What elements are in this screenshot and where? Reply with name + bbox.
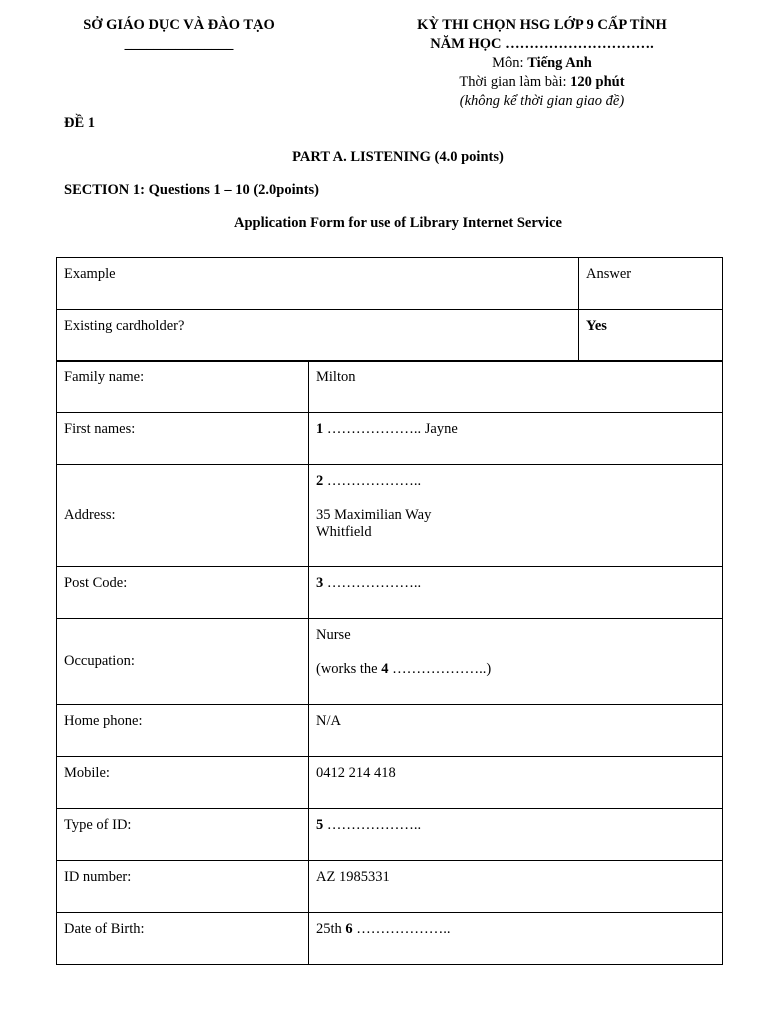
table-row	[57, 465, 723, 567]
question-number: 5	[316, 817, 324, 833]
time-value: 120 phút	[570, 74, 625, 90]
field-value	[309, 619, 723, 705]
question-number: 2	[316, 473, 324, 489]
subject-line	[342, 54, 742, 73]
school-year: NĂM HỌC ………………………….	[430, 36, 654, 52]
answer-header-cell: Answer	[579, 258, 723, 310]
answer-blank: ………………..)	[388, 661, 492, 677]
department-underline: _______________	[124, 36, 234, 52]
field-label: First names:	[57, 413, 309, 465]
field-label: Date of Birth:	[57, 913, 309, 965]
field-value: Milton	[309, 361, 723, 413]
field-value	[309, 913, 723, 965]
field-value	[309, 567, 723, 619]
department-header	[40, 16, 318, 54]
time-label: Thời gian làm bài:	[459, 74, 571, 90]
field-label: Type of ID:	[57, 809, 309, 861]
table-row	[57, 361, 723, 413]
application-form-table	[56, 360, 723, 965]
field-value: AZ 1985331	[309, 861, 723, 913]
table-row	[57, 861, 723, 913]
table-row	[57, 809, 723, 861]
field-text: Nurse	[316, 627, 351, 643]
field-value	[309, 465, 723, 567]
exam-header	[342, 16, 742, 111]
answer-blank: ………………..	[323, 575, 422, 591]
example-row	[57, 310, 723, 362]
table-row	[57, 705, 723, 757]
time-note: (không kể thời gian giao đề)	[459, 93, 625, 109]
exam-title: KỲ THI CHỌN HSG LỚP 9 CẤP TỈNH	[417, 17, 667, 33]
table-row	[57, 913, 723, 965]
section-heading: SECTION 1: Questions 1 – 10 (2.0points)	[64, 182, 319, 198]
field-value	[309, 809, 723, 861]
table-row	[57, 413, 723, 465]
subject-value: Tiếng Anh	[527, 55, 592, 71]
field-label: Family name:	[57, 361, 309, 413]
field-text: (works the	[316, 661, 382, 677]
table-row	[57, 567, 723, 619]
field-value: N/A	[309, 705, 723, 757]
field-label: ID number:	[57, 861, 309, 913]
department-name: SỞ GIÁO DỤC VÀ ĐÀO TẠO	[83, 17, 275, 33]
field-label: Address:	[57, 465, 309, 567]
exam-code: ĐỀ 1	[64, 115, 96, 131]
part-heading: PART A. LISTENING (4.0 points)	[292, 149, 504, 165]
example-answer-cell: Yes	[579, 310, 723, 362]
time-line	[342, 73, 742, 92]
field-label: Home phone:	[57, 705, 309, 757]
example-header-row	[57, 258, 723, 310]
field-value	[309, 413, 723, 465]
example-question-cell: Existing cardholder?	[57, 310, 579, 362]
answer-blank: ………………..	[323, 473, 422, 489]
question-number: 4	[381, 661, 389, 677]
field-label: Occupation:	[57, 619, 309, 705]
answer-blank: ………………..	[323, 421, 425, 437]
address-line: Whitfield	[316, 524, 372, 540]
address-line: 35 Maximilian Way	[316, 507, 432, 523]
question-number: 6	[345, 921, 353, 937]
table-row	[57, 619, 723, 705]
example-header-cell: Example	[57, 258, 579, 310]
question-number: 3	[316, 575, 324, 591]
answer-blank: ………………..	[323, 817, 422, 833]
field-text: 25th	[316, 921, 346, 937]
field-label: Mobile:	[57, 757, 309, 809]
table-row	[57, 757, 723, 809]
field-label: Post Code:	[57, 567, 309, 619]
field-text: Jayne	[424, 421, 458, 437]
answer-blank: ………………..	[352, 921, 451, 937]
question-number: 1	[316, 421, 324, 437]
subject-label: Môn:	[492, 55, 528, 71]
form-title: Application Form for use of Library Internet Service	[234, 215, 562, 231]
field-value: 0412 214 418	[309, 757, 723, 809]
example-table	[56, 257, 723, 362]
